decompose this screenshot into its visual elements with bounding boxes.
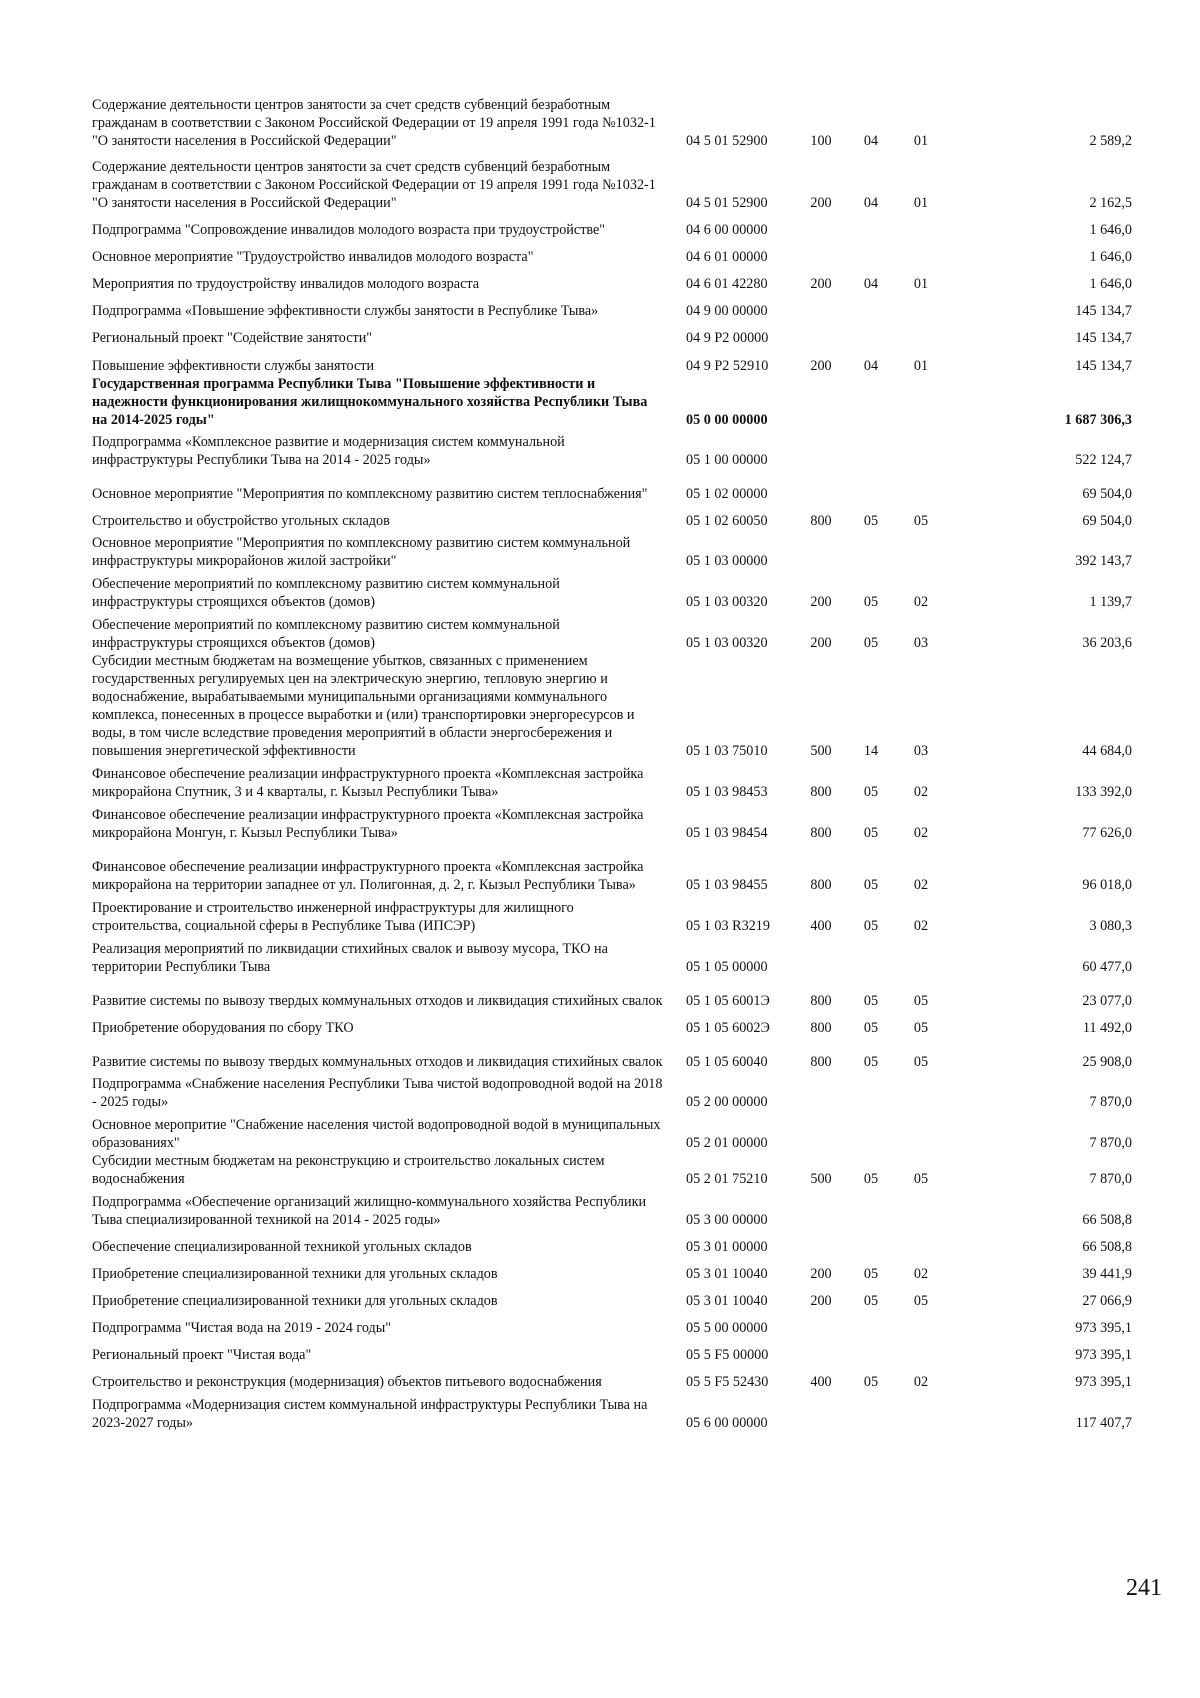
table-row [92,1310,1132,1337]
row-sum: 96 018,0 [1082,877,1132,893]
row-vr [796,293,846,320]
row-name: Региональный проект "Содействие занятости" [92,330,373,346]
row-code: 05 1 03 75010 [686,743,768,759]
row-pr [896,293,946,320]
row-code: 05 1 03 98455 [686,877,768,893]
table-row [92,1337,1132,1364]
row-pr: 03 [913,635,929,651]
table-row [92,429,1132,469]
row-sum: 7 870,0 [1089,1171,1132,1187]
row-vr [796,429,846,469]
row-sum: 3 080,3 [1089,918,1132,934]
row-code: 05 1 03 98454 [686,825,768,841]
row-code: 04 9 P2 00000 [686,330,769,346]
row-vr: 500 [810,743,832,759]
row-pr [896,320,946,347]
row-rz [846,935,896,976]
row-sum: 27 066,9 [1082,1293,1132,1309]
table-row [92,320,1132,347]
row-sum: 2 589,2 [1089,133,1132,149]
row-sum: 2 162,5 [1089,195,1132,211]
row-vr: 800 [810,993,832,1009]
row-code: 05 1 00 00000 [686,452,768,468]
row-pr: 02 [913,594,929,610]
table-row [92,1037,1132,1071]
row-pr [896,935,946,976]
row-name: Основное мероприятие "Мероприятия по комплексному развитию систем коммунальной инфраструктуры микрорайонов жилой застройки" [92,535,631,569]
row-pr [896,212,946,239]
row-sum: 1 646,0 [1089,249,1132,265]
row-name: Содержание деятельности центров занятости за счет средств субвенций безработным гражданам в соответствии с Законом Российской Федерации от 19 апреля 1991 года №1032-1 "О занятости населения в Российской Федерации" [92,159,656,211]
row-vr [796,1111,846,1152]
budget-table [92,88,1132,1432]
row-rz [846,320,896,347]
table-row [92,239,1132,266]
row-code: 05 1 03 98453 [686,784,768,800]
row-name: Проектирование и строительство инженерной инфраструктуры для жилищного строительства, социальной сферы в Республике Тыва (ИПСЭР) [92,900,574,934]
row-pr [896,1229,946,1256]
row-vr [796,935,846,976]
row-rz [846,429,896,469]
row-name: Финансовое обеспечение реализации инфраструктурного проекта «Комплексная застройка микрорайона на территории западнее от ул. Полигонная, д. 2, г. Кызыл Республики Тыва» [92,859,644,893]
row-sum: 23 077,0 [1082,993,1132,1009]
row-rz: 05 [863,513,879,529]
row-rz [846,293,896,320]
row-vr [796,1391,846,1432]
table-row [92,347,1132,375]
row-name: Приобретение специализированной техники для угольных складов [92,1266,498,1282]
row-pr: 02 [913,1266,929,1282]
row-sum: 66 508,8 [1082,1212,1132,1228]
row-vr: 200 [810,276,832,292]
row-vr: 200 [810,1266,832,1282]
table-row [92,266,1132,293]
row-name: Подпрограмма "Сопровождение инвалидов молодого возраста при трудоустройстве" [92,222,606,238]
row-rz [846,530,896,570]
page-number: 241 [1126,1575,1162,1601]
row-pr: 02 [913,918,929,934]
row-pr [896,375,946,429]
row-name: Обеспечение специализированной техникой угольных складов [92,1239,472,1255]
row-sum: 117 407,7 [1075,1415,1132,1431]
row-rz: 04 [863,195,879,211]
row-code: 05 1 05 6002Э [686,1020,770,1036]
row-rz: 05 [863,594,879,610]
row-code: 04 9 P2 52910 [686,358,769,374]
row-pr: 01 [913,358,929,374]
row-sum: 77 626,0 [1082,825,1132,841]
row-sum: 11 492,0 [1082,1020,1132,1036]
row-code: 05 1 03 00320 [686,594,768,610]
row-name: Субсидии местным бюджетам на реконструкцию и строительство локальных систем водоснабжения [92,1153,605,1187]
row-code: 05 5 00 00000 [686,1320,768,1336]
row-vr: 100 [810,133,832,149]
row-code: 05 1 03 R3219 [686,918,770,934]
row-name: Подпрограмма «Модернизация систем коммунальной инфраструктуры Республики Тыва на 2023-2027 годы» [92,1397,648,1431]
row-rz: 04 [863,358,879,374]
row-vr [796,1229,846,1256]
table-row [92,842,1132,894]
row-code: 05 1 03 00320 [686,635,768,651]
row-rz: 05 [863,918,879,934]
row-name: Подпрограмма "Чистая вода на 2019 - 2024 годы" [92,1320,392,1336]
row-vr: 200 [810,635,832,651]
row-rz: 05 [863,1266,879,1282]
row-name: Обеспечение мероприятий по комплексному развитию систем коммунальной инфраструктуры строящихся объектов (домов) [92,617,560,651]
row-rz [846,469,896,503]
table-row [92,1188,1132,1229]
row-code: 05 5 F5 00000 [686,1347,769,1363]
row-vr: 800 [810,513,832,529]
row-rz: 05 [863,1020,879,1036]
row-sum: 145 134,7 [1075,330,1132,346]
row-vr [796,212,846,239]
row-pr: 05 [913,1293,929,1309]
row-rz: 05 [863,877,879,893]
row-code: 05 1 05 60040 [686,1054,768,1070]
table-row [92,1364,1132,1391]
row-sum: 973 395,1 [1075,1374,1132,1390]
table-row [92,976,1132,1010]
row-code: 05 0 00 00000 [686,412,768,428]
table-row [92,293,1132,320]
row-name: Субсидии местным бюджетам на возмещение убытков, связанных с применением государственных регулируемых цен на электрическую энергию, тепловую энергию и водоснабжение, вырабатываемыми муниципальными организациями коммунального комплекса, понесенных в процессе выработки и (или) транспортировки энергоресурсов и воды, в том числе вследствие проведения мероприятий в области энергосбережения и повышения энергетической эффективности [92,653,635,759]
row-code: 04 6 01 42280 [686,276,768,292]
row-vr [796,1310,846,1337]
row-pr: 02 [913,1374,929,1390]
table-row [92,894,1132,935]
row-sum: 69 504,0 [1082,486,1132,502]
row-name: Обеспечение мероприятий по комплексному развитию систем коммунальной инфраструктуры строящихся объектов (домов) [92,576,560,610]
row-rz [846,212,896,239]
row-vr: 200 [810,195,832,211]
table-row [92,469,1132,503]
row-name: Подпрограмма «Снабжение населения Республики Тыва чистой водопроводной водой на 2018 - 2025 годы» [92,1076,663,1110]
row-rz [846,1071,896,1111]
row-pr: 05 [913,993,929,1009]
row-vr [796,1188,846,1229]
row-name: Содержание деятельности центров занятости за счет средств субвенций безработным гражданам в соответствии с Законом Российской Федерации от 19 апреля 1991 года №1032-1 "О занятости населения в Российской Федерации" [92,97,656,149]
row-pr: 05 [913,1020,929,1036]
row-vr: 400 [810,918,832,934]
row-vr [796,469,846,503]
table-row [92,530,1132,570]
row-rz: 05 [863,635,879,651]
table-row [92,1111,1132,1152]
row-rz: 05 [863,1054,879,1070]
row-rz: 14 [863,743,879,759]
row-rz: 05 [863,993,879,1009]
row-rz: 05 [863,1293,879,1309]
row-sum: 7 870,0 [1089,1094,1132,1110]
row-vr: 200 [810,358,832,374]
row-sum: 973 395,1 [1075,1320,1132,1336]
row-sum: 36 203,6 [1082,635,1132,651]
row-vr: 200 [810,594,832,610]
row-sum: 1 646,0 [1089,222,1132,238]
table-row [92,1010,1132,1037]
row-sum: 66 508,8 [1082,1239,1132,1255]
row-vr: 400 [810,1374,832,1390]
row-pr [896,239,946,266]
row-name: Реализация мероприятий по ликвидации стихийных свалок и вывозу мусора, ТКО на территории Республики Тыва [92,941,608,975]
row-vr: 800 [810,784,832,800]
row-pr: 03 [913,743,929,759]
table-row [92,150,1132,212]
table-row [92,1256,1132,1283]
row-name: Основное мероприятие "Мероприятия по комплексному развитию систем теплоснабжения" [92,486,648,502]
row-vr: 800 [810,1020,832,1036]
row-pr: 05 [913,1171,929,1187]
table-row [92,801,1132,842]
row-vr [796,320,846,347]
row-code: 04 9 00 00000 [686,303,768,319]
row-rz [846,1310,896,1337]
row-vr: 800 [810,825,832,841]
row-sum: 39 441,9 [1082,1266,1132,1282]
row-rz: 04 [863,133,879,149]
row-rz [846,1337,896,1364]
table-row [92,212,1132,239]
row-sum: 133 392,0 [1075,784,1132,800]
row-sum: 60 477,0 [1082,959,1132,975]
row-pr [896,469,946,503]
row-vr: 800 [810,1054,832,1070]
table-row [92,611,1132,652]
table-row [92,652,1132,760]
row-name: Финансовое обеспечение реализации инфраструктурного проекта «Комплексная застройка микрорайона Спутник, 3 и 4 кварталы, г. Кызыл Республики Тыва» [92,766,644,800]
row-pr: 05 [913,1054,929,1070]
row-code: 05 2 00 00000 [686,1094,768,1110]
row-pr: 01 [913,133,929,149]
row-pr: 02 [913,825,929,841]
row-vr: 200 [810,1293,832,1309]
row-vr [796,530,846,570]
table-row [92,1071,1132,1111]
table-row [92,935,1132,976]
row-sum: 145 134,7 [1075,303,1132,319]
row-name: Строительство и обустройство угольных складов [92,513,390,529]
row-name: Финансовое обеспечение реализации инфраструктурного проекта «Комплексная застройка микрорайона Монгун, г. Кызыл Республики Тыва» [92,807,644,841]
row-name: Приобретение специализированной техники для угольных складов [92,1293,498,1309]
row-code: 05 5 F5 52430 [686,1374,769,1390]
row-sum: 7 870,0 [1089,1135,1132,1151]
table-row [92,1391,1132,1432]
row-rz: 05 [863,1374,879,1390]
table-row [92,375,1132,429]
row-code: 05 3 01 00000 [686,1239,768,1255]
row-code: 04 6 00 00000 [686,222,768,238]
row-pr [896,1391,946,1432]
row-code: 05 3 00 00000 [686,1212,768,1228]
row-sum: 973 395,1 [1075,1347,1132,1363]
row-rz: 04 [863,276,879,292]
row-name: Подпрограмма «Повышение эффективности службы занятости в Республике Тыва» [92,303,599,319]
table-row [92,88,1132,150]
row-name: Подпрограмма «Обеспечение организаций жилищно-коммунального хозяйства Республики Тыва специализированной техникой на 2014 - 2025 годы» [92,1194,647,1228]
row-pr [896,1337,946,1364]
row-sum: 25 908,0 [1082,1054,1132,1070]
row-code: 05 3 01 10040 [686,1293,768,1309]
row-code: 05 2 01 00000 [686,1135,768,1151]
row-code: 05 6 00 00000 [686,1415,768,1431]
row-name: Развитие системы по вывозу твердых коммунальных отходов и ликвидация стихийных свалок [92,1054,663,1070]
row-name: Подпрограмма «Комплексное развитие и модернизация систем коммунальной инфраструктуры Республики Тыва на 2014 - 2025 годы» [92,434,565,468]
row-pr [896,429,946,469]
row-pr [896,1071,946,1111]
row-vr [796,1071,846,1111]
row-vr [796,1337,846,1364]
row-sum: 69 504,0 [1082,513,1132,529]
table-row [92,1152,1132,1188]
row-pr: 01 [913,195,929,211]
row-vr [796,375,846,429]
row-name: Повышение эффективности службы занятости [92,358,375,374]
row-sum: 145 134,7 [1075,358,1132,374]
row-sum: 1 139,7 [1089,594,1132,610]
row-code: 05 3 01 10040 [686,1266,768,1282]
table-row [92,1283,1132,1310]
row-code: 05 2 01 75210 [686,1171,768,1187]
row-code: 04 6 01 00000 [686,249,768,265]
row-name: Основное мероприятие "Трудоустройство инвалидов молодого возраста" [92,249,534,265]
row-name: Региональный проект "Чистая вода" [92,1347,312,1363]
row-name: Государственная программа Республики Тыва "Повышение эффективности и надежности функционирования жилищнокоммунального хозяйства Республики Тыва на 2014-2025 годы" [92,376,648,428]
row-pr [896,1111,946,1152]
table-row [92,1229,1132,1256]
row-sum: 392 143,7 [1075,553,1132,569]
row-sum: 1 646,0 [1089,276,1132,292]
row-pr [896,1188,946,1229]
row-pr: 02 [913,784,929,800]
row-vr [796,239,846,266]
row-code: 04 5 01 52900 [686,195,768,211]
row-sum: 522 124,7 [1075,452,1132,468]
row-name: Строительство и реконструкция (модернизация) объектов питьевого водоснабжения [92,1374,602,1390]
row-vr: 500 [810,1171,832,1187]
row-rz [846,1188,896,1229]
table-row [92,760,1132,801]
row-code: 04 5 01 52900 [686,133,768,149]
row-sum: 44 684,0 [1082,743,1132,759]
table-body [92,88,1132,1432]
row-rz: 05 [863,1171,879,1187]
row-name: Развитие системы по вывозу твердых коммунальных отходов и ликвидация стихийных свалок [92,993,663,1009]
row-name: Основное меропритие "Снабжение населения чистой водопроводной водой в муниципальных образованиях" [92,1117,661,1151]
row-pr: 01 [913,276,929,292]
table-row [92,570,1132,611]
row-rz [846,1391,896,1432]
row-rz [846,1229,896,1256]
row-code: 05 1 02 00000 [686,486,768,502]
row-pr [896,1310,946,1337]
row-rz: 05 [863,825,879,841]
row-name: Приобретение оборудования по сбору ТКО [92,1020,354,1036]
row-code: 05 1 05 6001Э [686,993,770,1009]
row-vr: 800 [810,877,832,893]
row-rz: 05 [863,784,879,800]
row-code: 05 1 05 00000 [686,959,768,975]
row-name: Мероприятия по трудоустройству инвалидов молодого возраста [92,276,480,292]
row-pr: 05 [913,513,929,529]
row-rz [846,1111,896,1152]
table-row [92,503,1132,530]
row-pr [896,530,946,570]
row-rz [846,375,896,429]
row-sum: 1 687 306,3 [1064,412,1132,428]
row-rz [846,239,896,266]
row-code: 05 1 02 60050 [686,513,768,529]
row-pr: 02 [913,877,929,893]
row-code: 05 1 03 00000 [686,553,768,569]
